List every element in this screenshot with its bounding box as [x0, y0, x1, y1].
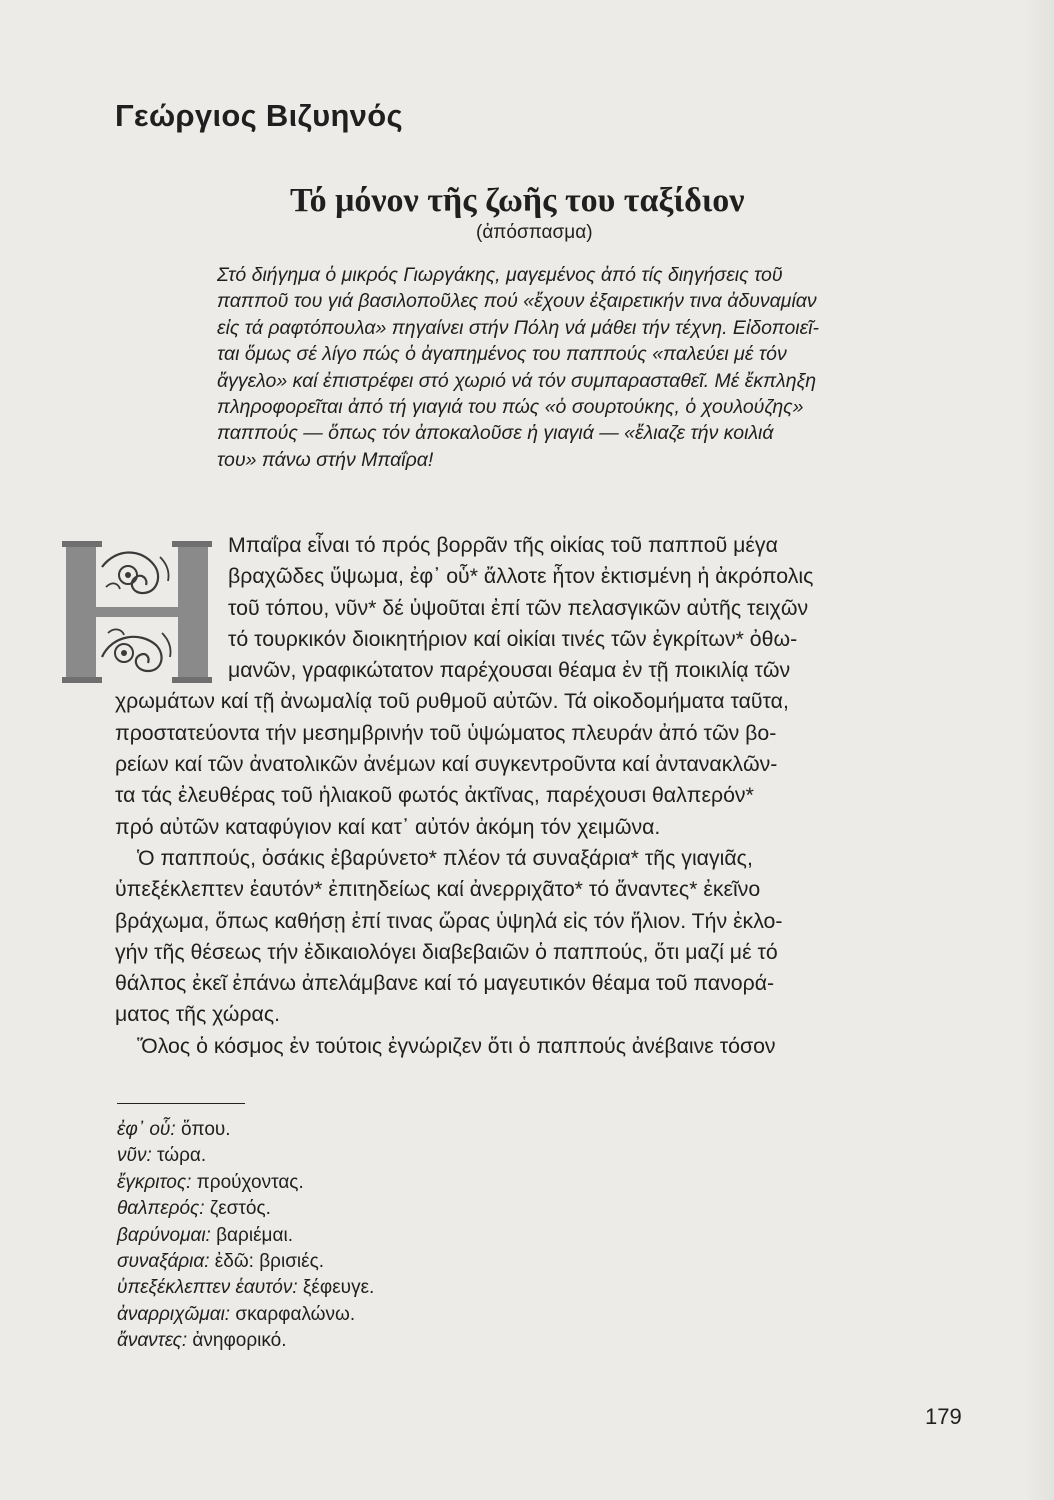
body-line: μανῶν, γραφικώτατον παρέχουσαι θέαμα ἐν τῇ ποικιλίᾳ τῶν [228, 658, 791, 683]
glossary-term: ἀναρριχῶμαι: [117, 1303, 231, 1325]
body-line: θάλπος ἐκεῖ ἐπάνω ἀπελάμβανε καί τό μαγευτικόν θέαμα τοῦ πανορά- [115, 971, 775, 996]
glossary-term: θαλπερός: [117, 1198, 205, 1220]
story-body [115, 530, 960, 1062]
glossary-term: ἐφ᾽ οὗ: [117, 1119, 176, 1140]
glossary-term: ἄναντες: [117, 1330, 188, 1352]
author-name: Γεώργιος Βιζυηνός [115, 98, 403, 133]
body-line: ὑπεξέκλεπτεν ἑαυτόν* ἐπιτηδείως καί ἀνερριχᾶτο* τό ἄναντες* ἐκεῖνο [115, 877, 761, 902]
body-line: γήν τῆς θέσεως τήν ἐδικαιολόγει διαβεβαιῶν ὁ παππούς, ὅτι μαζί μέ τό [115, 939, 778, 964]
glossary-meaning: προύχοντας. [196, 1171, 304, 1193]
body-line: τα τάς ἐλευθέρας τοῦ ἡλιακοῦ φωτός ἀκτῖνας, παρέχουσι θαλπερόν* [115, 783, 754, 808]
intro-line: παππούς — ὅπως τόν ἀποκαλοῦσε ἡ γιαγιά — «ἔλιαζε τήν κοιλιά [217, 422, 774, 445]
glossary-meaning: ξέφευγε. [302, 1277, 375, 1299]
page-edge-shadow [1024, 0, 1054, 1500]
glossary-meaning: ζεστός. [209, 1198, 271, 1220]
glossary-entry [117, 1143, 374, 1169]
body-line: βραχῶδες ὕψωμα, ἐφ᾽ οὗ* ἄλλοτε ἦτον ἐκτισμένη ἡ ἀκρόπολις [228, 564, 814, 589]
glossary-entry [117, 1249, 374, 1275]
glossary-entry [117, 1275, 374, 1301]
glossary-entry [117, 1302, 374, 1328]
body-line: Ὅλος ὁ κόσμος ἐν τούτοις ἐγνώριζεν ὅτι ὁ παππούς ἀνέβαινε τόσον [137, 1033, 776, 1058]
glossary-term: νῦν: [117, 1145, 152, 1167]
glossary-term: βαρύνομαι: [117, 1224, 211, 1246]
intro-line: ἄγγελο» καί ἐπιστρέφει στό χωριό νά τόν συμπαρασταθεῖ. Μέ ἔκπληξη [217, 369, 817, 392]
glossary-meaning: ἀνηφορικό. [192, 1330, 287, 1352]
body-line: τοῦ τόπου, νῦν* δέ ὑψοῦται ἐπί τῶν πελασγικῶν αὐτῆς τειχῶν [228, 595, 809, 620]
glossary-entry [117, 1170, 374, 1196]
body-line: ρείων καί τῶν ἀνατολικῶν ἀνέμων καί συγκεντροῦντα καί ἀντανακλῶν- [115, 752, 778, 777]
glossary-term: ἔγκριτος: [117, 1171, 192, 1193]
glossary-meaning: βαριέμαι. [216, 1224, 293, 1246]
footnote-divider [117, 1103, 245, 1104]
glossary-meaning: ὅπου. [180, 1119, 231, 1140]
intro-line: πληροφορεῖται ἀπό τή γιαγιά του πώς «ὁ σουρτούκης, ὁ χουλούζης» [217, 396, 804, 419]
intro-line: εἰς τά ραφτόπουλα» πηγαίνει στήν Πόλη νά μάθει τήν τέχνη. Εἰδοποιεῖ- [217, 316, 820, 339]
body-line: πρό αὐτῶν καταφύγιον καί κατ᾽ αὐτόν ἀκόμη τόν χειμῶνα. [115, 814, 661, 839]
intro-line: του» πάνω στήν Μπαΐρα! [217, 448, 434, 471]
intro-summary [217, 262, 955, 473]
body-line: προστατεύοντα τήν μεσημβρινήν τοῦ ὑψώματος πλευράν ἀπό τῶν βο- [115, 720, 777, 745]
glossary-entry [117, 1328, 374, 1354]
dropcap-letter: Η [137, 537, 138, 538]
body-line: Ὁ παππούς, ὁσάκις ἐβαρύνετο* πλέον τά συναξάρια* τῆς γιαγιᾶς, [137, 845, 753, 870]
glossary-entry [117, 1117, 374, 1143]
glossary-entry [117, 1196, 374, 1222]
intro-line: Στό διήγημα ὁ μικρός Γιωργάκης, μαγεμένος ἀπό τίς διηγήσεις τοῦ [217, 264, 783, 286]
glossary [117, 1117, 374, 1355]
glossary-meaning: σκαρφαλώνω. [235, 1303, 356, 1325]
story-subtitle: (ἀπόσπασμα) [476, 222, 593, 243]
glossary-entry [117, 1223, 374, 1249]
story-title: Τό μόνον τῆς ζωῆς του ταξίδιον [290, 182, 745, 219]
body-line: Μπαΐρα εἶναι τό πρός βορρᾶν τῆς οἰκίας τοῦ παπποῦ μέγα [228, 533, 778, 557]
intro-line: ται ὅμως σέ λίγο πώς ὁ ἀγαπημένος του παππούς «παλεύει μέ τόν [217, 343, 787, 366]
body-line: τό τουρκικόν διοικητήριον καί οἰκίαι τινές τῶν ἐγκρίτων* ὀθω- [228, 626, 798, 651]
body-line: βράχωμα, ὅπως καθήσῃ ἐπί τινας ὥρας ὑψηλά εἰς τόν ἥλιον. Τήν ἐκλο- [115, 908, 783, 933]
body-line: χρωμάτων καί τῇ ἀνωμαλίᾳ τοῦ ρυθμοῦ αὐτῶν. Τά οἰκοδομήματα ταῦτα, [115, 689, 789, 714]
glossary-meaning: τώρα. [157, 1145, 207, 1167]
intro-line: παπποῦ του γιά βασιλοποῦλες πού «ἔχουν ἐξαιρετικήν τινα ἀδυναμίαν [217, 290, 817, 313]
glossary-term: συναξάρια: [117, 1251, 210, 1273]
glossary-meaning: ἐδῶ: βρισιές. [214, 1251, 325, 1273]
body-line: ματος τῆς χώρας. [115, 1002, 280, 1027]
glossary-term: ὑπεξέκλεπτεν ἑαυτόν: [117, 1277, 298, 1299]
page-number: 179 [925, 1404, 962, 1429]
